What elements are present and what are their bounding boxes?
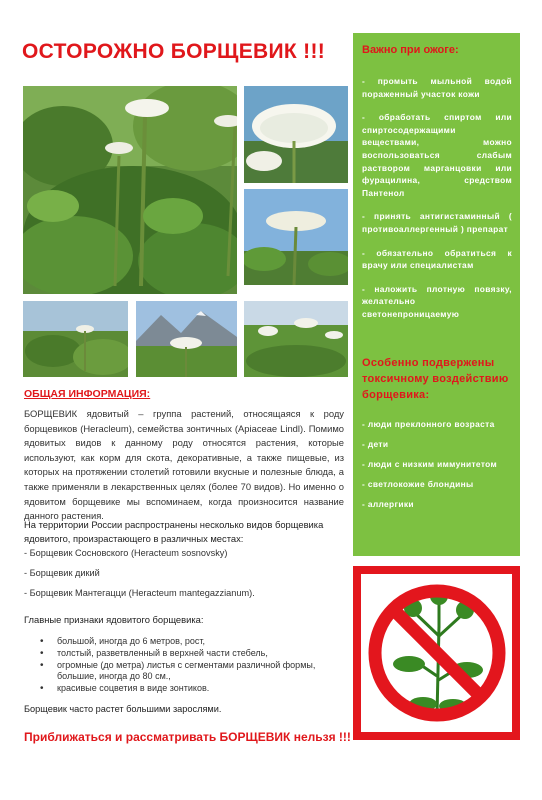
sign-item: • большой, иногда до 6 метров, рост,	[40, 636, 340, 647]
thickets-note: Борщевик часто растет большими зарослями.	[24, 704, 222, 714]
risk-item: - аллергики	[362, 499, 414, 509]
final-warning: Приближаться и рассматривать БОРЩЕВИК нельзя !!!	[24, 730, 351, 744]
hogweed-photo-meadow	[244, 301, 348, 377]
hogweed-photo-sky	[244, 189, 348, 285]
risk-item: - люди преклонного возраста	[362, 419, 495, 429]
burn-heading: Важно при ожоге:	[362, 44, 459, 56]
burn-item: - обработать спиртом или спиртосодержащими веществами, можно воспользоваться слабым раствором марганцовки или фурацилина, средством Пантенол	[362, 112, 512, 198]
sign-item: • толстый, разветвленный в верхней части стебель,	[40, 648, 340, 659]
risk-item: - люди с низким иммунитетом	[362, 459, 498, 469]
risk-item: - светлокожие блондины	[362, 479, 474, 489]
sign-item: • красивые соцветия в виде зонтиков.	[40, 683, 340, 694]
prohibition-sign	[353, 566, 520, 740]
burn-item: - наложить плотную повязку, желательно светонепроницаемую	[362, 283, 512, 319]
general-info-section	[24, 388, 344, 524]
species-list	[24, 548, 344, 608]
burn-item: - промыть мыльной водой пораженный участок кожи	[362, 76, 512, 99]
risk-heading: Особенно подвержены токсичному воздействию борщевика:	[362, 357, 509, 401]
hogweed-photo-flowers	[244, 86, 348, 183]
burn-item: - принять антигистаминный ( противоаллергенный ) препарат	[362, 211, 512, 234]
risk-item: - дети	[362, 439, 389, 449]
species-item: - Борщевик дикий	[24, 568, 100, 578]
prohibition-sign-icon	[353, 566, 520, 740]
general-info-heading: ОБЩАЯ ИНФОРМАЦИЯ:	[24, 388, 151, 400]
species-item: - Борщевик Сосновского (Heracteum sosnovsky)	[24, 548, 228, 558]
signs-heading: Главные признаки ядовитого борщевика:	[24, 614, 204, 625]
general-info-text: БОРЩЕВИК ядовитый – группа растений, относящаяся к роду борщевиков (Heracleum), семейства зонтичных (Apiaceae Lindl). Помимо ядовитых видов к данному роду относятся растения, которые используют, как корм для скота, декоративные, а также пищевые, из которых на протяжении столетий готовили вкусные и полезные блюда, а также применяли в лекарственных целях (более 70 видов). Но именно о ядовитом борщевике мы вспоминаем, когда произносится название данного растения.	[24, 408, 344, 522]
risk-list	[362, 418, 512, 518]
species-item: - Борщевик Мантегацци (Heracteum mantegazzianum).	[24, 588, 255, 598]
russia-species-intro: На территории России распространены несколько видов борщевика ядовитого, произрастающего в различных местах:	[24, 519, 324, 544]
sign-item: • огромные (до метра) листья с сегментами различной формы, большие, иногда до 80 см.,	[40, 660, 340, 682]
burn-list	[362, 75, 512, 332]
hogweed-photo-field	[23, 301, 128, 377]
page-title: ОСТОРОЖНО БОРЩЕВИК !!!	[22, 40, 326, 63]
hogweed-photo-large	[23, 86, 237, 294]
hogweed-photo-mountains	[136, 301, 237, 377]
signs-list	[40, 636, 340, 695]
burn-item: - обязательно обратиться к врачу или специалистам	[362, 247, 512, 271]
first-aid-panel	[353, 33, 520, 556]
